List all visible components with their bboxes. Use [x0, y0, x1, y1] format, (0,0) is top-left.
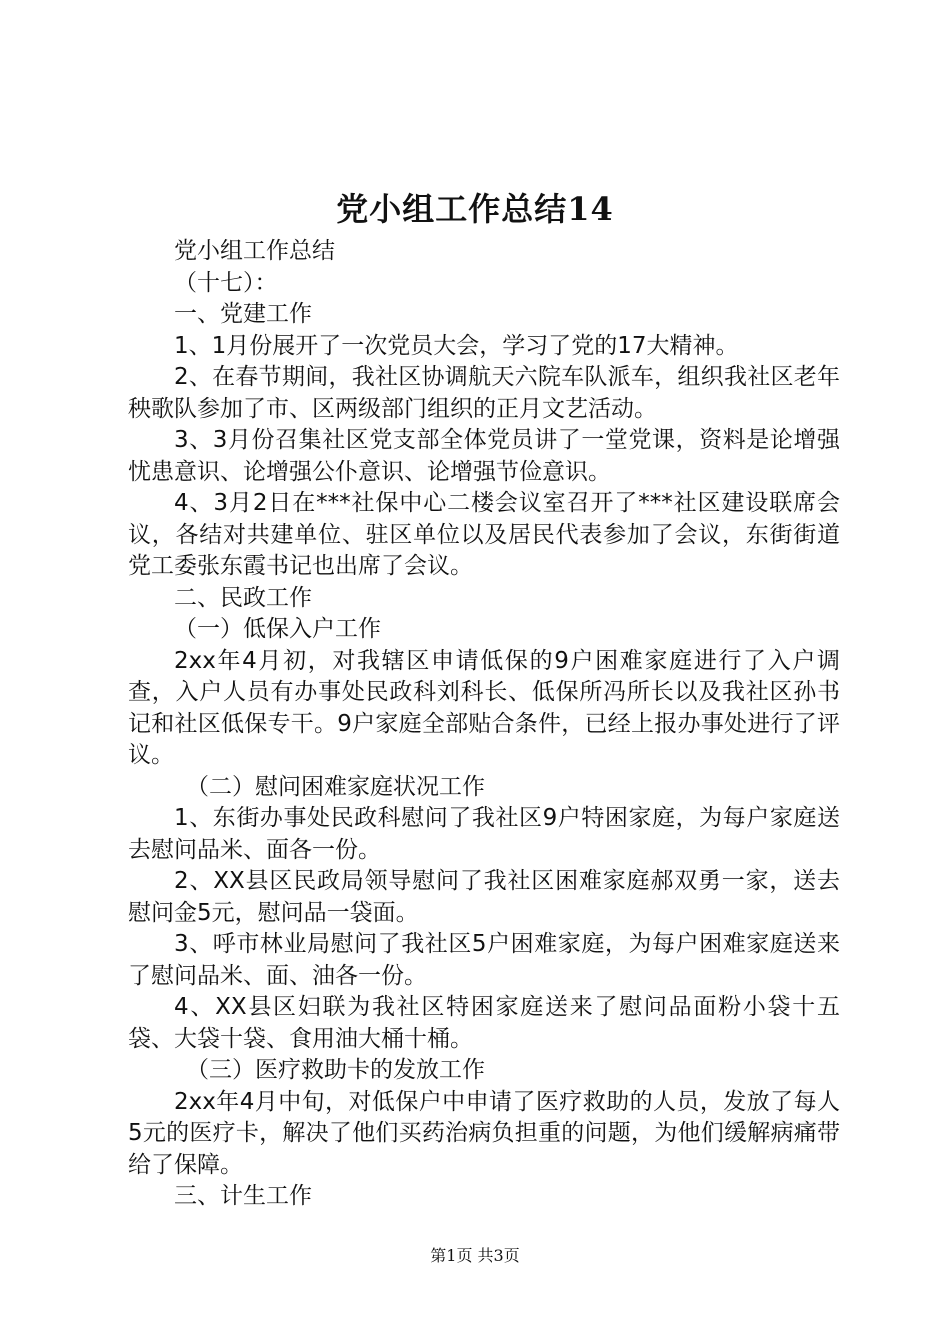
paragraph: 3、呼市林业局慰问了我社区5户困难家庭，为每户困难家庭送来了慰问品米、面、油各一份。	[128, 931, 840, 989]
paragraph: 4、XX县区妇联为我社区特困家庭送来了慰问品面粉小袋十五袋、大袋十袋、食用油大桶十桶。	[128, 994, 840, 1052]
paragraph: 1、东街办事处民政科慰问了我社区9户特困家庭，为每户家庭送去慰问品米、面各一份。	[128, 805, 840, 863]
paragraph: 2、在春节期间，我社区协调航天六院车队派车，组织我社区老年秧歌队参加了市、区两级部门组织的正月文艺活动。	[128, 364, 840, 422]
document-title: 党小组工作总结14	[336, 190, 614, 228]
document-body	[128, 236, 840, 1213]
paragraph: 3、3月份召集社区党支部全体党员讲了一堂党课，资料是论增强忧患意识、论增强公仆意识、论增强节俭意识。	[128, 427, 840, 485]
paragraph: 党小组工作总结	[174, 238, 335, 264]
section-heading: 三、计生工作	[174, 1183, 312, 1209]
section-heading: 二、民政工作	[174, 584, 312, 611]
paragraph: 2、XX县区民政局领导慰问了我社区困难家庭郝双勇一家，送去慰问金5元，慰问品一袋面。	[128, 868, 840, 926]
paragraph: （十七）：	[174, 269, 278, 296]
paragraph: 2xx年4月初，对我辖区申请低保的9户困难家庭进行了入户调查，入户人员有办事处民政科刘科长、低保所冯所长以及我社区孙书记和社区低保专干。9户家庭全部贴合条件，已经上报办事处进行了评议。	[128, 647, 840, 768]
paragraph: 2xx年4月中旬，对低保户中申请了医疗救助的人员，发放了每人5元的医疗卡，解决了他们买药治病负担重的问题，为他们缓解病痛带给了保障。	[128, 1088, 840, 1178]
subsection-heading: （三）医疗救助卡的发放工作	[186, 1057, 485, 1083]
paragraph: 1、1月份展开了一次党员大会，学习了党的17大精神。	[174, 332, 739, 359]
subsection-heading: （二）慰问困难家庭状况工作	[186, 773, 485, 800]
section-heading: 一、党建工作	[174, 301, 312, 327]
paragraph: 4、3月2日在***社保中心二楼会议室召开了***社区建设联席会议，各结对共建单位、驻区单位以及居民代表参加了会议，东街街道党工委张东霞书记也出席了会议。	[128, 490, 840, 579]
subsection-heading: （一）低保入户工作	[174, 616, 381, 642]
page-footer: 第1页 共3页	[430, 1246, 520, 1265]
